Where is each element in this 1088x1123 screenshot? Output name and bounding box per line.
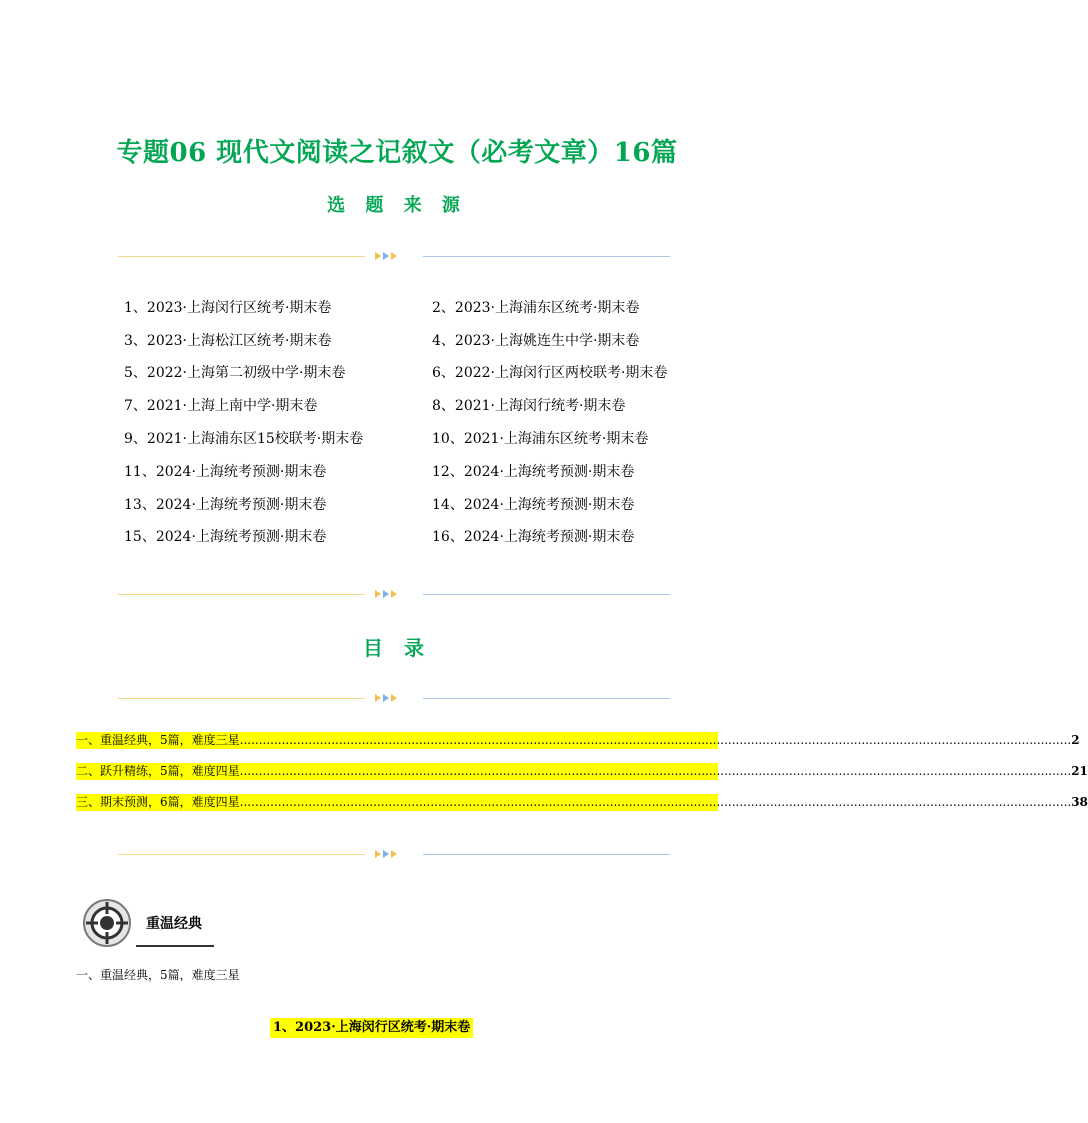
- section-underline: [136, 945, 214, 947]
- target-icon: [82, 898, 132, 948]
- toc-heading: 目 录: [363, 636, 431, 660]
- toc-entry-page: 2: [1071, 733, 1080, 747]
- toc-entry-title: 三、期末预测，6篇，难度四星: [76, 795, 240, 809]
- toc-entry-title: 二、跃升精练，5篇，难度四星: [76, 764, 240, 778]
- section-heading: 一、重温经典，5篇，难度三星: [76, 968, 240, 982]
- source-item: 11、2024·上海统考预测·期末卷: [124, 464, 327, 480]
- arrow-ornament-icon: [373, 251, 413, 261]
- source-item: 6、2022·上海闵行区两校联考·期末卷: [432, 365, 668, 381]
- divider: [118, 694, 670, 704]
- toc-entry-title: 一、重温经典，5篇，难度三星: [76, 733, 240, 747]
- section-label: 重温经典: [146, 916, 202, 932]
- toc-entry-page: 21: [1071, 764, 1088, 778]
- source-item: 1、2023·上海闵行区统考·期末卷: [124, 300, 332, 316]
- divider: [118, 252, 670, 262]
- source-item: 9、2021·上海浦东区15校联考·期末卷: [124, 431, 364, 447]
- toc-entry-page: 38: [1071, 795, 1088, 809]
- toc-leader-dots: ..........................................................................................................................................................................................................................: [239, 795, 1072, 809]
- arrow-ornament-icon: [373, 589, 413, 599]
- source-item: 13、2024·上海统考预测·期末卷: [124, 497, 327, 513]
- arrow-ornament-icon: [373, 693, 413, 703]
- source-item: 12、2024·上海统考预测·期末卷: [432, 464, 635, 480]
- toc-entry[interactable]: [76, 732, 1080, 749]
- toc-leader-dots: ..........................................................................................................................................................................................................................: [239, 764, 1072, 778]
- toc-leader-dots: ..........................................................................................................................................................................................................................: [239, 733, 1072, 747]
- question-title: 1、2023·上海闵行区统考·期末卷: [270, 1018, 473, 1038]
- source-item: 3、2023·上海松江区统考·期末卷: [124, 333, 332, 349]
- source-item: 7、2021·上海上南中学·期末卷: [124, 398, 318, 414]
- arrow-ornament-icon: [373, 849, 413, 859]
- document-title: 专题06 现代文阅读之记叙文（必考文章）16篇: [116, 138, 678, 168]
- source-item: 8、2021·上海闵行统考·期末卷: [432, 398, 626, 414]
- source-item: 5、2022·上海第二初级中学·期末卷: [124, 365, 346, 381]
- source-item: 2、2023·上海浦东区统考·期末卷: [432, 300, 640, 316]
- source-item: 14、2024·上海统考预测·期末卷: [432, 497, 635, 513]
- divider: [118, 850, 670, 860]
- source-item: 10、2021·上海浦东区统考·期末卷: [432, 431, 649, 447]
- toc-entry[interactable]: [76, 763, 1088, 780]
- sources-heading: 选 题 来 源: [327, 195, 467, 216]
- divider: [118, 590, 670, 600]
- source-item: 4、2023·上海姚连生中学·期末卷: [432, 333, 640, 349]
- toc-entry[interactable]: [76, 794, 1088, 811]
- source-item: 16、2024·上海统考预测·期末卷: [432, 529, 635, 545]
- source-item: 15、2024·上海统考预测·期末卷: [124, 529, 327, 545]
